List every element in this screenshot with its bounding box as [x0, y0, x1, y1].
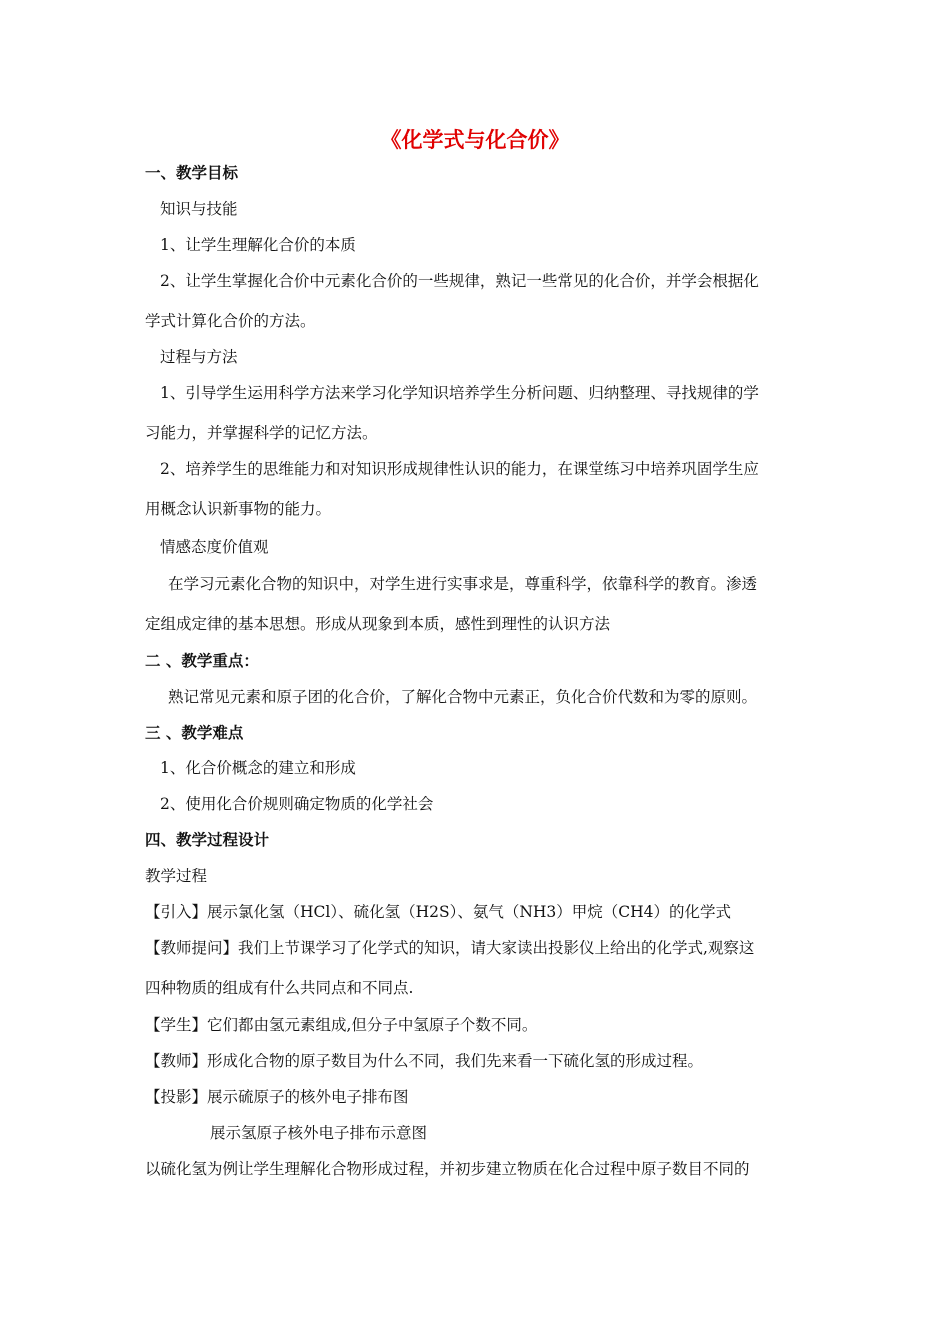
section-heading-process-design: 四、教学过程设计 — [145, 830, 270, 849]
section-heading-key-points: 二 、教学重点： — [145, 651, 259, 670]
paragraph-line: 2、培养学生的思维能力和对知识形成规律性认识的能力，在课堂练习中培养巩固学生应 — [160, 460, 759, 478]
paragraph-line: 四种物质的组成有什么共同点和不同点. — [145, 979, 414, 997]
paragraph-line: 【教师】形成化合物的原子数目为什么不同，我们先来看一下硫化氢的形成过程。 — [145, 1052, 704, 1070]
paragraph-line: 学式计算化合价的方法。 — [145, 312, 316, 330]
paragraph-line: 在学习元素化合物的知识中，对学生进行实事求是，尊重科学，依靠科学的教育。渗透 — [168, 575, 758, 593]
paragraph-line: 【学生】它们都由氢元素组成,但分子中氢原子个数不同。 — [145, 1016, 538, 1034]
section-heading-objectives: 一、教学目标 — [145, 163, 239, 182]
paragraph-line: 2、让学生掌握化合价中元素化合价的一些规律，熟记一些常见的化合价，并学会根据化 — [160, 272, 759, 290]
paragraph-line: 定组成定律的基本思想。形成从现象到本质，感性到理性的认识方法 — [145, 615, 611, 633]
paragraph-line: 【教师提问】我们上节课学习了化学式的知识，请大家读出投影仪上给出的化学式,观察这 — [145, 939, 755, 957]
paragraph-line: 1、让学生理解化合价的本质 — [160, 236, 356, 254]
paragraph-line: 【投影】展示硫原子的核外电子排布图 — [145, 1088, 409, 1106]
paragraph-line: 展示氢原子核外电子排布示意图 — [210, 1124, 428, 1142]
subheading-process-methods: 过程与方法 — [160, 348, 238, 366]
paragraph-line: 2、使用化合价规则确定物质的化学社会 — [160, 795, 434, 813]
section-heading-difficulties: 三 、教学难点 — [145, 723, 244, 742]
document-title: 《化学式与化合价》 — [380, 127, 570, 152]
paragraph-line: 习能力，并掌握科学的记忆方法。 — [145, 424, 378, 442]
subheading-attitudes-values: 情感态度价值观 — [160, 538, 269, 556]
paragraph-line: 1、引导学生运用科学方法来学习化学知识培养学生分析问题、归纳整理、寻找规律的学 — [160, 384, 759, 402]
paragraph-line: 以硫化氢为例让学生理解化合物形成过程，并初步建立物质在化合过程中原子数目不同的 — [145, 1160, 750, 1178]
paragraph-line: 用概念认识新事物的能力。 — [145, 500, 332, 518]
paragraph-line: 熟记常见元素和原子团的化合价，了解化合物中元素正，负化合价代数和为零的原则。 — [168, 688, 758, 706]
subheading-teaching-process: 教学过程 — [145, 867, 208, 885]
subheading-knowledge-skills: 知识与技能 — [160, 200, 238, 218]
paragraph-line: 1、化合价概念的建立和形成 — [160, 759, 356, 777]
paragraph-line: 【引入】展示氯化氢（HCl）、硫化氢（H2S）、氨气（NH3）甲烷（CH4）的化学式 — [145, 903, 732, 921]
